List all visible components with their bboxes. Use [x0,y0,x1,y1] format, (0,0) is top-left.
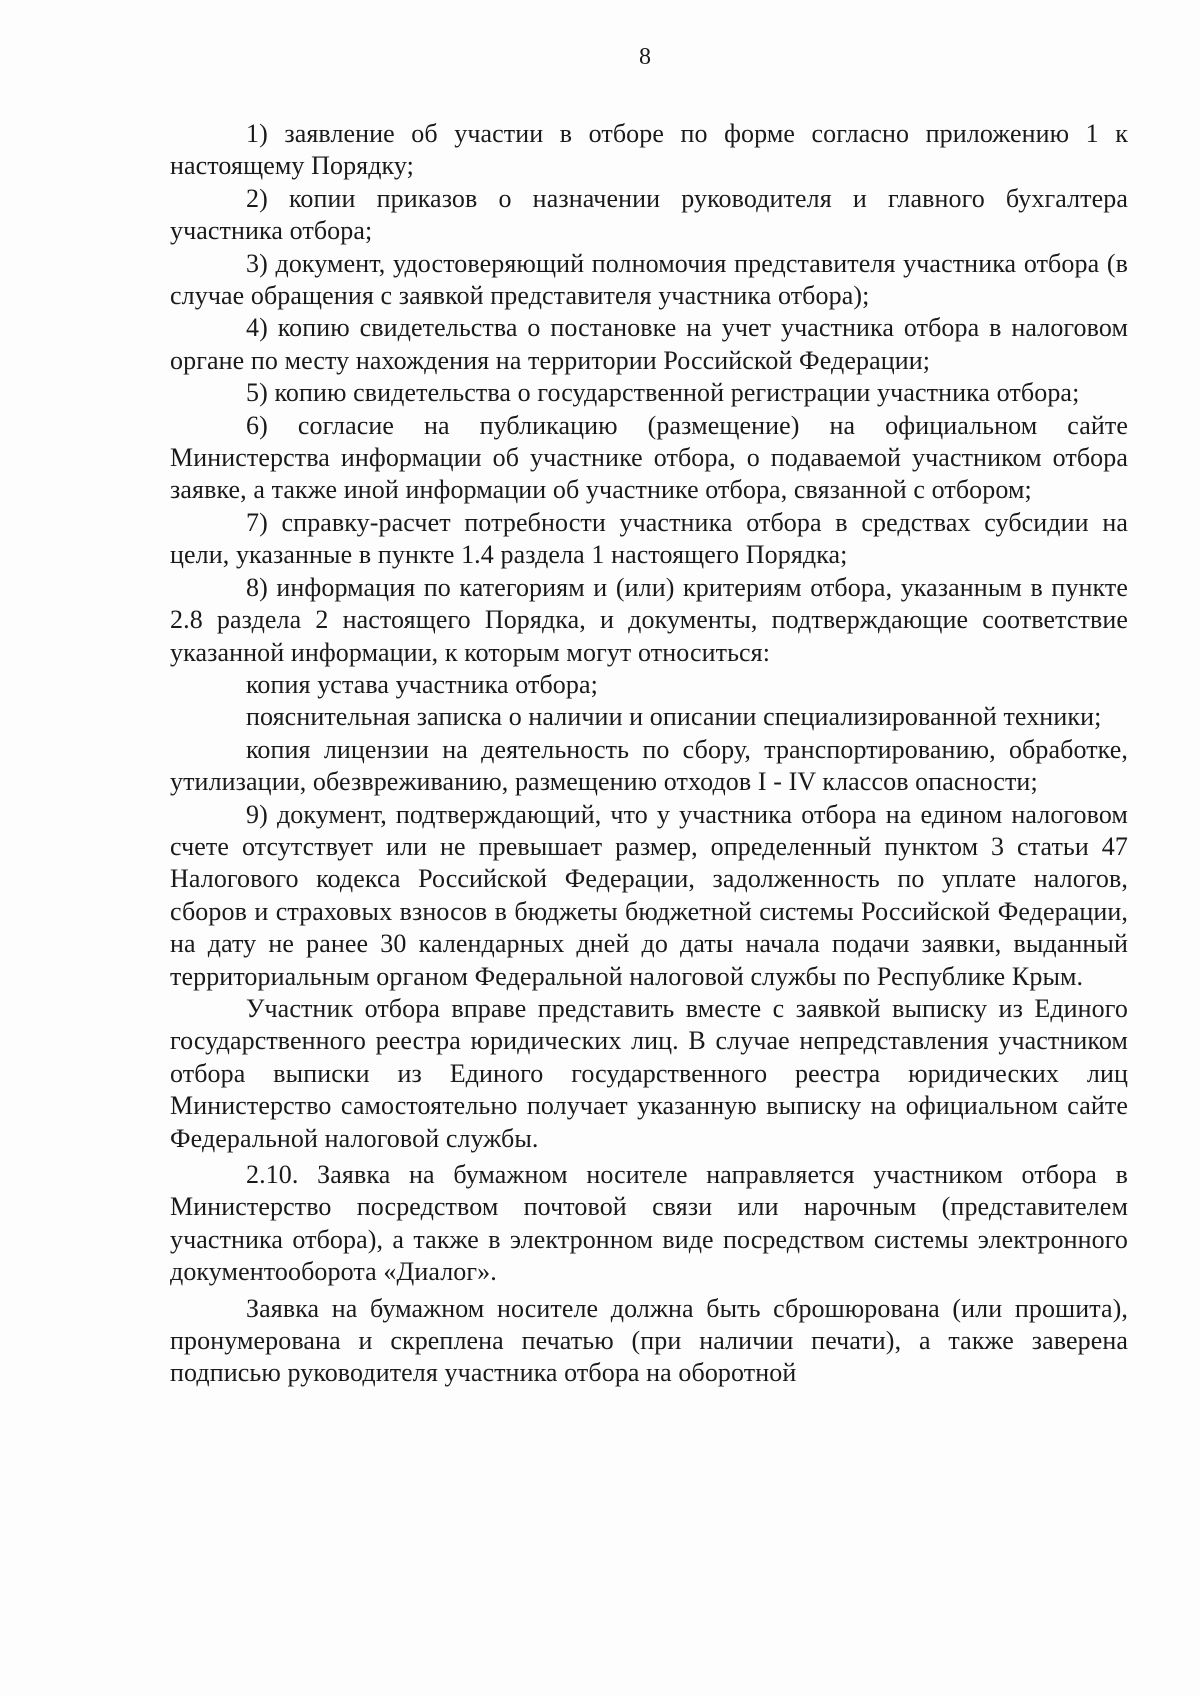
paragraph-registry-extract: Участник отбора вправе представить вместе с заявкой выписку из Единого государственного реестра юридических лиц. В случае непредставления участником отбора выписки из Единого государственного реестра юридических лиц Министерство самостоятельно получает указанную выписку на официальном сайте Федеральной налоговой службы. [170,993,1128,1153]
paragraph-item-7: 7) справку-расчет потребности участника отбора в средствах субсидии на цели, указанные в пункте 1.4 раздела 1 настоящего Порядка; [170,507,1128,570]
paragraph-item-4: 4) копию свидетельства о постановке на учет участника отбора в налоговом органе по месту нахождения на территории Российской Федерации; [170,313,1128,375]
paragraph-item-1: 1) заявление об участии в отборе по форме согласно приложению 1 к настоящему Порядку; [170,119,1128,181]
document-body [170,118,1128,1390]
paragraph-explanatory-note: пояснительная записка о наличии и описании специализированной техники; [246,702,1102,732]
paragraph-item-8: 8) информация по категориям и (или) критериям отбора, указанным в пункте 2.8 раздела 2 настоящего Порядка, и документы, подтверждающие соответствие указанной информации, к которым могут относиться: [170,572,1128,667]
paragraph-item-6: 6) согласие на публикацию (размещение) на официальном сайте Министерства информации об участнике отбора, о подаваемой участником отбора заявке, а также иной информации об участнике отбора, связанной с отбором; [170,410,1128,505]
page-number: 8 [639,44,651,70]
paragraph-item-3: 3) документ, удостоверяющий полномочия представителя участника отбора (в случае обращения с заявкой представителя участника отбора); [170,248,1128,311]
paragraph-item-2: 2) копии приказов о назначении руководителя и главного бухгалтера участника отбора; [170,183,1128,246]
paragraph-charter-copy: копия устава участника отбора; [246,669,598,699]
paragraph-paper-application: Заявка на бумажном носителе должна быть сброшюрована (или прошита), пронумерована и скреплена печатью (при наличии печати), а также заверена подписью руководителя участника отбора на оборотной [170,1293,1128,1388]
paragraph-2-10: 2.10. Заявка на бумажном носителе направляется участником отбора в Министерство посредством почтовой связи или нарочным (представителем участника отбора), а также в электронном виде посредством системы электронного документооборота «Диалог». [170,1160,1128,1287]
paragraph-item-9: 9) документ, подтверждающий, что у участника отбора на едином налоговом счете отсутствует или не превышает размер, определенный пунктом 3 статьи 47 Налогового кодекса Российской Федерации, задолженность по уплате налогов, сборов и страховых взносов в бюджеты бюджетной системы Российской Федерации, на дату не ранее 30 календарных дней до даты начала подачи заявки, выданный территориальным органом Федеральной налоговой службы по Республике Крым. [170,799,1128,991]
paragraph-item-5: 5) копию свидетельства о государственной регистрации участника отбора; [246,378,1080,408]
paragraph-license-copy: копия лицензии на деятельность по сбору, транспортированию, обработке, утилизации, обезвреживанию, размещению отходов I - IV классов опасности; [170,734,1128,797]
